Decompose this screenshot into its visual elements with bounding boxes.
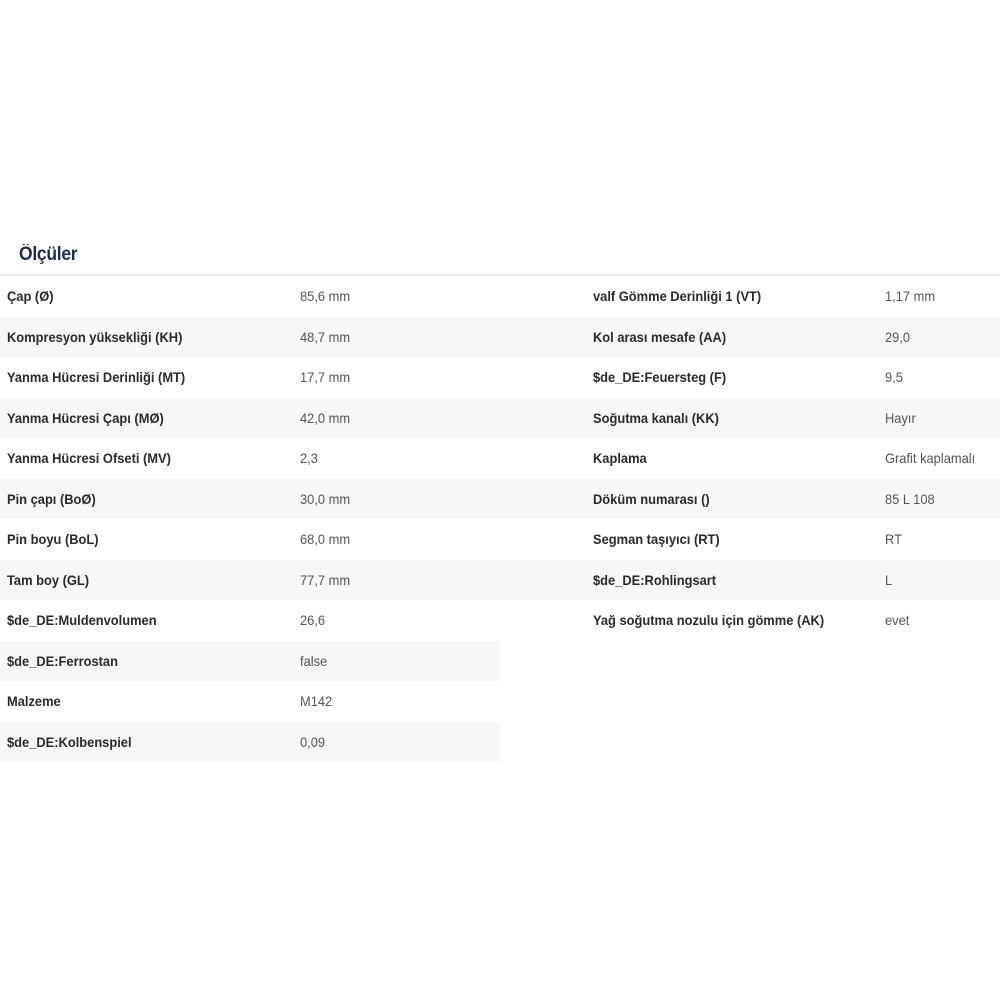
spec-label: $de_DE:Ferrostan bbox=[7, 652, 118, 669]
spec-value: Hayır bbox=[885, 409, 916, 426]
spec-label: $de_DE:Muldenvolumen bbox=[7, 612, 157, 628]
spec-label: Segman taşıyıcı (RT) bbox=[593, 531, 720, 547]
spec-value: 48,7 mm bbox=[300, 328, 351, 345]
spec-label: Kompresyon yüksekliği (KH) bbox=[7, 328, 183, 345]
dimensions-panel bbox=[0, 236, 1000, 762]
spec-row bbox=[0, 357, 500, 398]
spec-value: 85,6 mm bbox=[300, 288, 351, 304]
spec-row bbox=[0, 641, 500, 682]
spec-value: false bbox=[300, 652, 328, 669]
spec-row-empty bbox=[500, 641, 1000, 682]
spec-label: $de_DE:Kolbenspiel bbox=[7, 733, 132, 750]
spec-label: Yanma Hücresi Çapı (MØ) bbox=[7, 409, 164, 426]
spec-value: evet bbox=[885, 612, 910, 628]
spec-value: 77,7 mm bbox=[300, 571, 351, 588]
spec-label: Çap (Ø) bbox=[7, 288, 54, 304]
spec-column-right bbox=[500, 276, 1000, 762]
spec-value: L bbox=[885, 571, 893, 588]
spec-row bbox=[500, 357, 1000, 398]
spec-row bbox=[500, 600, 1000, 641]
section-title: Ölçüler bbox=[19, 244, 78, 265]
spec-label: Kaplama bbox=[593, 450, 647, 466]
spec-label: Pin çapı (BoØ) bbox=[7, 490, 96, 507]
spec-label: $de_DE:Rohlingsart bbox=[593, 571, 717, 588]
spec-row bbox=[0, 681, 500, 722]
spec-value: RT bbox=[885, 531, 902, 547]
spec-table bbox=[0, 276, 1000, 762]
spec-label: $de_DE:Feuersteg (F) bbox=[593, 369, 727, 385]
spec-row bbox=[0, 276, 500, 317]
spec-value: 0,09 bbox=[300, 733, 326, 750]
spec-row bbox=[500, 479, 1000, 520]
spec-row bbox=[500, 560, 1000, 601]
spec-row-empty bbox=[500, 722, 1000, 763]
spec-value: 30,0 mm bbox=[300, 490, 351, 507]
spec-value: 42,0 mm bbox=[300, 409, 351, 426]
spec-row bbox=[0, 519, 500, 560]
spec-row bbox=[0, 438, 500, 479]
spec-row bbox=[500, 317, 1000, 358]
spec-value: 85 L 108 bbox=[885, 490, 935, 507]
spec-value: 17,7 mm bbox=[300, 369, 351, 385]
spec-column-left bbox=[0, 276, 500, 762]
spec-row bbox=[0, 722, 500, 763]
spec-row bbox=[0, 560, 500, 601]
spec-row bbox=[500, 519, 1000, 560]
spec-label: Soğutma kanalı (KK) bbox=[593, 409, 719, 426]
spec-label: Yanma Hücresi Derinliği (MT) bbox=[7, 369, 186, 385]
spec-value: 26,6 bbox=[300, 612, 326, 628]
spec-row bbox=[0, 600, 500, 641]
spec-value: 1,17 mm bbox=[885, 288, 936, 304]
spec-label: Pin boyu (BoL) bbox=[7, 531, 99, 547]
spec-label: Kol arası mesafe (AA) bbox=[593, 328, 727, 345]
spec-label: Yanma Hücresi Ofseti (MV) bbox=[7, 450, 171, 466]
spec-value: 68,0 mm bbox=[300, 531, 351, 547]
spec-value: 29,0 bbox=[885, 328, 911, 345]
spec-row bbox=[500, 276, 1000, 317]
spec-row bbox=[0, 479, 500, 520]
spec-row bbox=[500, 398, 1000, 439]
spec-row bbox=[500, 438, 1000, 479]
spec-row bbox=[0, 398, 500, 439]
spec-label: Tam boy (GL) bbox=[7, 571, 90, 588]
section-header bbox=[0, 236, 1000, 276]
spec-value: Grafit kaplamalı bbox=[885, 450, 976, 466]
spec-row bbox=[0, 317, 500, 358]
spec-label: Döküm numarası () bbox=[593, 490, 710, 507]
spec-value: 9,5 bbox=[885, 369, 903, 385]
spec-value: M142 bbox=[300, 693, 333, 709]
spec-label: valf Gömme Derinliği 1 (VT) bbox=[593, 288, 762, 304]
spec-value: 2,3 bbox=[300, 450, 318, 466]
spec-row-empty bbox=[500, 681, 1000, 722]
spec-label: Malzeme bbox=[7, 693, 61, 709]
spec-label: Yağ soğutma nozulu için gömme (AK) bbox=[593, 612, 825, 628]
